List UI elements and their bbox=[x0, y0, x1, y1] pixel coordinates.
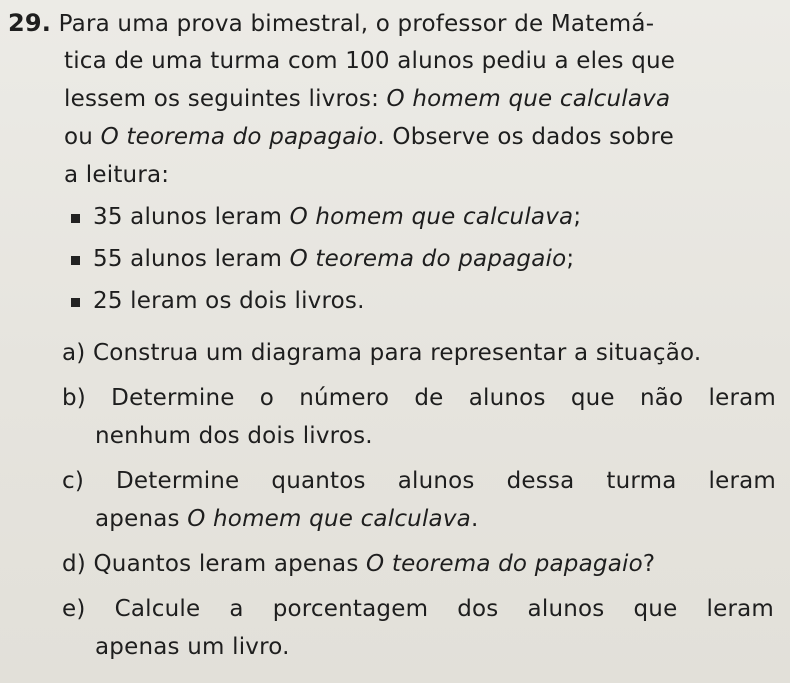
data-item-1-text: 35 alunos leram bbox=[93, 204, 290, 230]
task-c-text: apenas bbox=[95, 506, 188, 532]
data-item-3 bbox=[93, 286, 365, 316]
data-item-3-text: 25 leram os dois livros. bbox=[93, 288, 365, 314]
task-c-line-1: c) Determine quantos alunos dessa turma leram bbox=[62, 468, 776, 494]
intro-line-4-suffix: . Observe os dados sobre bbox=[377, 124, 674, 150]
data-item-2-text: 55 alunos leram bbox=[93, 246, 290, 272]
task-d-title: O teorema do papagaio bbox=[366, 551, 643, 577]
intro-line-5: a leitura: bbox=[64, 162, 170, 188]
intro-line-1: Para uma prova bimestral, o professor de Matemá- bbox=[58, 11, 655, 37]
task-b-line-1: b) Determine o número de alunos que não leram bbox=[62, 385, 776, 411]
task-c-end: . bbox=[470, 506, 479, 532]
task-c-line-2 bbox=[95, 504, 478, 534]
task-a: a) Construa um diagrama para representar a situação. bbox=[62, 340, 702, 366]
intro-line-3-text: lessem os seguintes livros: bbox=[64, 86, 387, 112]
data-item-1 bbox=[93, 202, 581, 232]
bullet-icon bbox=[71, 256, 80, 265]
data-item-1-end: ; bbox=[573, 204, 582, 230]
task-b-line-2: nenhum dos dois livros. bbox=[95, 423, 373, 449]
intro-line-3 bbox=[64, 84, 670, 114]
task-e-line-2: apenas um livro. bbox=[95, 634, 290, 660]
data-item-2 bbox=[93, 244, 574, 274]
data-item-2-title: O teorema do papagaio bbox=[289, 246, 567, 272]
task-d-text: d) Quantos leram apenas bbox=[62, 551, 367, 577]
intro-line-4-prefix: ou bbox=[64, 124, 101, 150]
data-item-1-title: O homem que calculava bbox=[289, 204, 574, 230]
task-d bbox=[62, 549, 655, 579]
task-c-title: O homem que calculava bbox=[187, 506, 471, 532]
question-header-line bbox=[8, 8, 654, 39]
book-title-calculava: O homem que calculava bbox=[386, 86, 671, 112]
data-item-2-end: ; bbox=[566, 246, 575, 272]
task-d-end: ? bbox=[642, 551, 656, 577]
task-e-line-1: e) Calcule a porcentagem dos alunos que leram bbox=[62, 596, 774, 622]
bullet-icon bbox=[71, 298, 80, 307]
book-title-papagaio: O teorema do papagaio bbox=[100, 124, 378, 150]
question-number: 29. bbox=[8, 9, 52, 37]
bullet-icon bbox=[71, 214, 80, 223]
intro-line-4 bbox=[64, 122, 674, 152]
intro-line-2: tica de uma turma com 100 alunos pediu a eles que bbox=[64, 48, 676, 74]
